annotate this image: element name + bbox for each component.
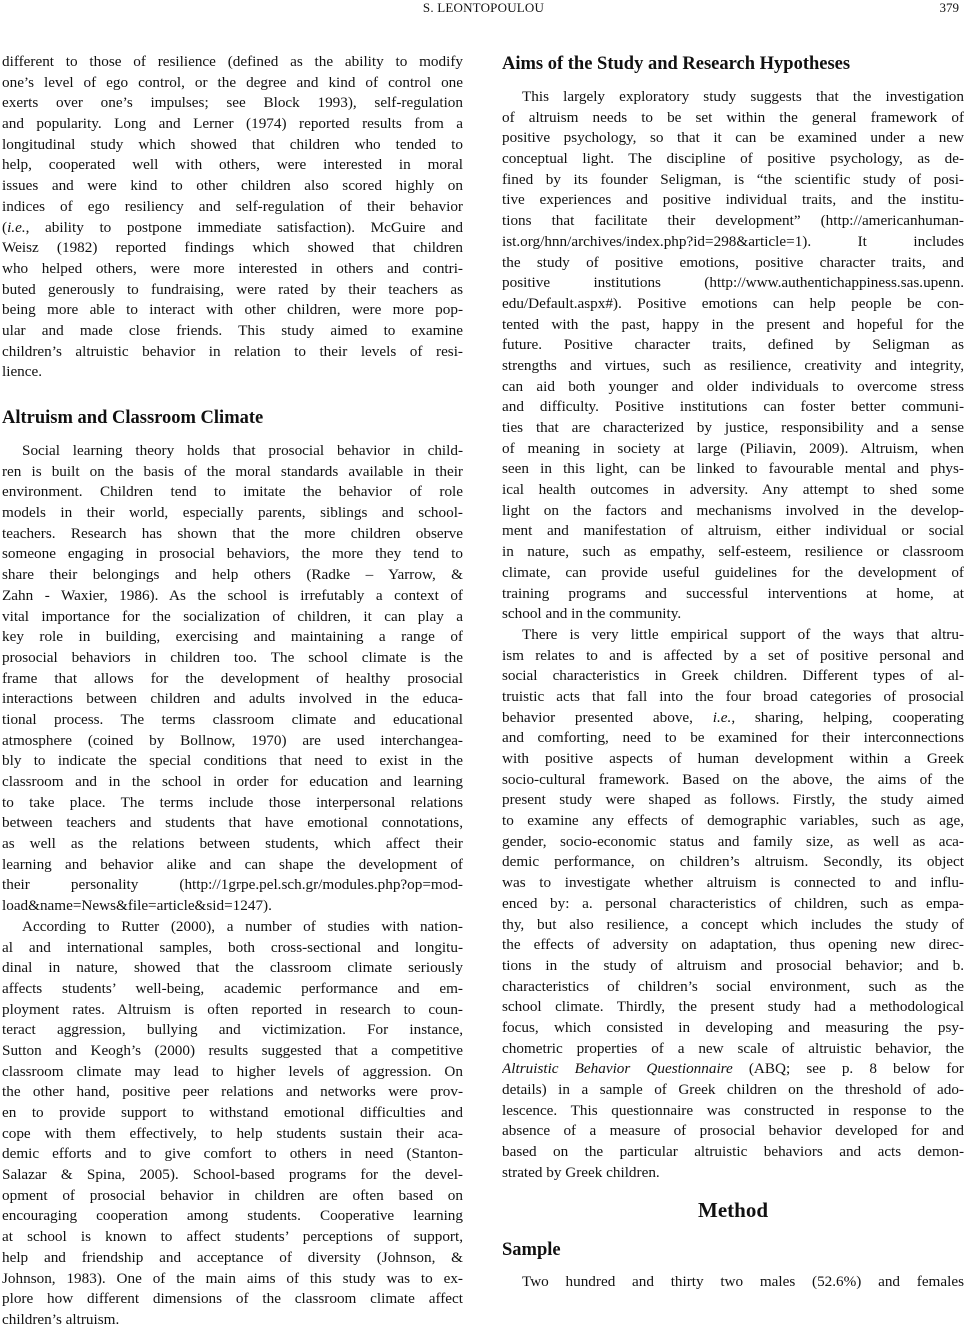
text-line: Two hundred and thirty two males (52.6%) and females [522, 1273, 964, 1291]
text-line: Johnson, 1983). One of the main aims of this study was to ex- [2, 1269, 463, 1287]
text-line: strengths and virtues, such as resilience, creativity and integrity, [502, 356, 964, 374]
text-line: light on the factors and mechanisms involved in the develop- [502, 501, 964, 519]
text-line: school climate. Thirdly, the present study had a methodological [502, 998, 964, 1016]
text-line: demic performance, on children’s altruism. Secondly, its object [502, 853, 964, 871]
text-line: Social learning theory holds that prosocial behavior in child- [22, 442, 463, 459]
text-line: can aid both younger and older individuals to overcome stress [502, 377, 964, 395]
text-line: lescence. This questionnaire was constructed in response to the [502, 1101, 964, 1119]
text-line: exerts over one’s impulses; see Block 1993), self-regulation [2, 94, 463, 112]
text-line: bly to indicate the special conditions that need to exist in the [2, 752, 463, 770]
text-line: ical health outcomes in adversity. Any attempt to shed some [502, 481, 964, 499]
text-line: Zahn - Waxier, 1986). As the school is irrefutably a context of [2, 586, 463, 604]
text-line: key role in building, exercising and maintaining a range of [2, 628, 463, 646]
text-line: ular and made close friends. This study aimed to examine [2, 321, 463, 339]
text-line: tional process. The terms classroom climate and educational [2, 710, 463, 728]
text-line: based on the particular altruistic behaviors and acts demon- [502, 1143, 964, 1161]
text-line: classroom and in the school in order for education and learning [2, 773, 463, 790]
text-line: climate, can provide useful guidelines for the development of [502, 563, 964, 581]
text-line: the study of positive emotions, positive character traits, and [502, 253, 964, 271]
text-line: who helped others, were more interested in others and contri- [2, 259, 463, 277]
text-line: al and international samples, both cross-sectional and longitu- [2, 938, 463, 956]
text-line: in nature, such as empathy, self-esteem, resilience or classroom [502, 543, 964, 561]
text-line: This largely exploratory study suggests that the investigation [522, 88, 964, 105]
text-line: and difficulty. Positive institutions can foster better communi- [502, 398, 964, 416]
text-line: prosocial behaviors in children too. The school climate is the [2, 648, 463, 666]
text-line: edu/Default.aspx#). Positive emotions can help people be con- [502, 294, 964, 312]
text-line: ism relates to and is affected by a set of positive personal and [502, 646, 964, 664]
page-number: 379 [939, 0, 959, 15]
text-line: school and in the community. [502, 605, 682, 623]
running-head-author: S. LEONTOPOULOU [422, 0, 545, 15]
text-line: of meaning in society at large (Piliavin, 2009). Altruism, when [502, 439, 964, 457]
text-line: children’s altruistic behavior in relation to their levels of resi- [2, 342, 463, 360]
text-line: different to those of resilience (defined as the ability to modify [2, 53, 463, 70]
text-line: one’s level of ego control, or the degree and kind of control one [2, 73, 463, 91]
section-heading-aims: Aims of the Study and Research Hypotheses [502, 54, 851, 74]
text-line: learning and behavior alike and can shape the development of [2, 855, 463, 873]
text-line: behavior presented above, i.e., sharing, helping, cooperating [502, 708, 964, 726]
section-heading-method: Method [698, 1198, 768, 1223]
text-line: as well as the relations between students, which affect their [2, 835, 463, 853]
text-line: characteristics of children’s social environment, such as the [502, 977, 964, 995]
text-line: models in their world, especially parents, siblings and school- [2, 504, 463, 522]
text-line: thy, but also resilience, a concept which includes the study of [502, 915, 964, 933]
text-line: classroom climate may lead to higher levels of aggression. On [2, 1062, 463, 1080]
text-line: plore how different dimensions of the classroom climate affect [2, 1290, 463, 1308]
text-line: being more able to interact with other children, were more pop- [2, 301, 463, 319]
text-line: cope with them effectively, to help students sustain their aca- [2, 1124, 463, 1142]
subheading-sample: Sample [502, 1240, 561, 1261]
left-paragraph-2 [2, 441, 463, 917]
text-line: absence of a measure of prosocial behavior developed for and [502, 1122, 964, 1140]
text-line: of altruism needs to be set within the general framework of [502, 108, 964, 126]
text-line: gender, socio-economic status and family size, as well as aca- [502, 832, 964, 850]
text-line: teachers. Research has shown that the more children observe [2, 524, 463, 542]
text-line: demic efforts and to give comfort to others in need (Stanton- [2, 1145, 463, 1163]
section-heading-altruism-classroom-climate: Altruism and Classroom Climate [2, 408, 264, 428]
text-line: positive psychology, so that it can be examined under a new [502, 129, 964, 147]
text-line: children’s altruism. [2, 1310, 120, 1328]
text-line: future. Positive character traits, defined by Seligman as [502, 336, 964, 354]
text-line: vital importance for the socialization of children, it can play a [2, 607, 463, 625]
text-line: chometric properties of a new scale of altruistic behavior, the [502, 1039, 964, 1057]
text-line: social characteristics in Greek children. Different types of al- [502, 667, 964, 685]
text-line: frame that allows for the development of healthy prosocial [2, 669, 463, 687]
text-line: share their belongings and help others (Radke – Yarrow, & [2, 566, 463, 584]
text-line: issues and were kind to other children also scored highly on [2, 177, 463, 195]
text-line: ist.org/hnn/archives/index.php?id=298&article=1). It includes [502, 232, 964, 250]
text-line: fined by its founder Seligman, is “the scientific study of posi- [502, 170, 964, 188]
text-line: affects students’ well-being, academic performance and em- [2, 979, 463, 997]
text-line: There is very little empirical support of the ways that altru- [522, 625, 964, 643]
text-line: environment. Children tend to imitate the behavior of role [2, 483, 463, 501]
text-line: truistic acts that fall into the four broad categories of prosocial [502, 687, 964, 705]
text-line: tented with the past, happy in the present and hopeful for the [502, 315, 964, 333]
text-line: seen in this light, can be linked to favourable mental and phys- [502, 460, 964, 478]
text-line: the effects of adversity on adaptation, thus opening new direc- [502, 936, 964, 954]
text-line: conceptual light. The discipline of positive psychology, as de- [502, 150, 964, 168]
text-line: ployment rates. Altruism is often reported in research to coun- [2, 1000, 463, 1018]
text-line: teract aggression, bullying and victimization. For instance, [2, 1021, 463, 1039]
right-paragraph-2 [502, 625, 964, 1184]
text-line: ment and manifestation of altruism, either individual or social [502, 522, 964, 540]
text-line: focus, which consisted in developing and measuring the psy- [502, 1018, 964, 1036]
text-line: interactions between children and adults involved in the educa- [2, 690, 463, 708]
text-line: dinal in nature, showed that the classroom climate seriously [2, 959, 463, 977]
text-line: According to Rutter (2000), a number of studies with nation- [22, 917, 463, 935]
text-line: Sutton and Keogh’s (2000) results suggested that a competitive [2, 1041, 463, 1059]
text-line: opment of prosocial behavior in children are often based on [2, 1186, 463, 1204]
text-line: help, cooperated well with others, were interested in moral [2, 156, 463, 174]
text-line: tions in the study of altruism and prosocial behavior; and b. [502, 956, 964, 974]
text-line: buted generously to fundraising, were rated by their teachers as [2, 280, 463, 298]
text-line: their personality (http://1grpe.pel.sch.gr/modules.php?op=mod- [2, 876, 463, 894]
text-line: the other hand, positive peer relations and networks were prov- [2, 1083, 463, 1101]
text-line: enced by: a. personal characteristics of children, such as empa- [502, 894, 964, 912]
right-paragraph-1 [502, 87, 964, 625]
text-line: indices of ego resiliency and self-regulation of their behavior [2, 197, 463, 215]
text-line: to examine any effects of demographic variables, such as age, [502, 812, 964, 830]
text-line: was to investigate whether altruism is connected to and influ- [502, 874, 964, 892]
text-line: details) in a sample of Greek children on the threshold of ado- [502, 1081, 964, 1098]
text-line: en to provide support to withstand emotional difficulties and [2, 1104, 463, 1121]
text-line: atmosphere (coined by Bollnow, 1970) are used interchangea- [2, 731, 463, 749]
text-line: lience. [2, 363, 43, 381]
text-line: positive institutions (http://www.authentichappiness.sas.upenn. [502, 274, 964, 292]
text-line: training programs and successful interventions at home, at [502, 584, 964, 602]
left-paragraph-1 [2, 52, 463, 383]
text-line: tive experiences and positive individual traits, and the institu- [502, 191, 964, 209]
text-line: help and friendship and acceptance of diversity (Johnson, & [2, 1248, 463, 1266]
text-line: strated by Greek children. [502, 1163, 660, 1181]
text-line: Salazar & Spina, 2005). School-based programs for the devel- [2, 1166, 463, 1184]
text-line: (i.e., ability to postpone immediate satisfaction). McGuire and [2, 218, 463, 236]
right-paragraph-3 [502, 1272, 964, 1293]
text-line: socio-cultural framework. Based on the above, the aims of the [502, 770, 964, 788]
text-line: with positive aspects of human development within a Greek [502, 750, 964, 767]
text-line: Altruistic Behavior Questionnaire (ABQ; see p. 8 below for [502, 1060, 964, 1078]
text-line: longitudinal study which showed that children who tended to [2, 135, 463, 153]
text-line: ren is built on the basis of the moral standards available in their [2, 462, 463, 480]
text-line: at school is known to affect students’ perceptions of support, [2, 1228, 463, 1246]
text-line: load&name=News&file=article&sid=1247). [2, 897, 272, 915]
text-line: and comforting, need to be examined for their interconnections [502, 729, 964, 747]
text-line: between teachers and students that have emotional connotations, [2, 814, 463, 832]
left-column [2, 52, 463, 1331]
text-line: encouraging cooperation among students. Cooperative learning [2, 1207, 463, 1225]
text-line: ties that are characterized by justice, responsibility and a sense [502, 419, 964, 436]
text-line: and popularity. Long and Lerner (1974) reported results from a [2, 115, 463, 133]
left-paragraph-3 [2, 917, 463, 1331]
text-line: tions that facilitate their development” (http://americanhuman- [502, 212, 964, 230]
text-line: someone engaging in prosocial behaviors, the more they tend to [2, 545, 463, 563]
running-head [0, 0, 967, 20]
text-line: present study were shaped as follows. Firstly, the study aimed [502, 791, 964, 809]
text-line: to take place. The terms include those interpersonal relations [2, 793, 463, 811]
right-column [502, 52, 964, 1293]
text-line: Weisz (1982) reported findings which showed that children [2, 239, 463, 257]
